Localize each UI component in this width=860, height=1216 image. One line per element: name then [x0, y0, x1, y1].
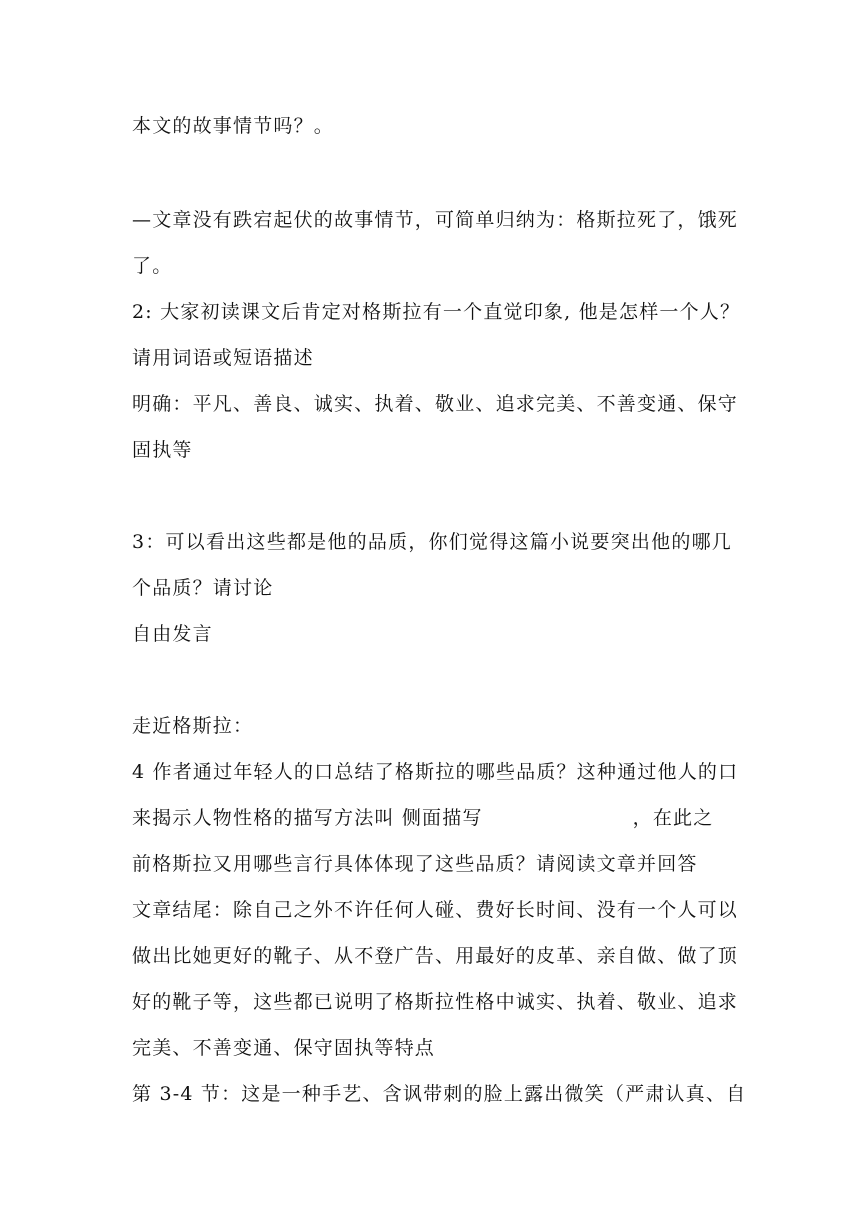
question-4-line: 4 作者通过年轻人的口总结了格斯拉的哪些品质？这种通过他人的口 [132, 761, 739, 783]
text-line-suffix: ，在此之 [632, 807, 714, 829]
text-line: 本文的故事情节吗？。 [132, 115, 335, 137]
question-2-line: 2: 大家初读课文后肯定对格斯拉有一个直觉印象, 他是怎样一个人？ [132, 301, 741, 323]
text-line: 文章结尾：除自己之外不许任何人碰、费好长时间、没有一个人可以 [132, 899, 739, 921]
text-line: 完美、不善变通、保守固执等特点 [132, 1037, 436, 1059]
text-line: 自由发言 [132, 623, 213, 645]
text-line: —文章没有跌宕起伏的故事情节，可简单归纳为：格斯拉死了，饿死 [132, 209, 739, 231]
text-line: 个品质？请讨论 [132, 577, 274, 599]
text-line-prefix: 来揭示人物性格的描写方法叫 侧面描写 [132, 807, 483, 829]
text-line: 前格斯拉又用哪些言行具体体现了这些品质？请阅读文章并回答 [132, 853, 698, 875]
section-heading: 走近格斯拉： [132, 715, 254, 737]
text-line: 第 3-4 节：这是一种手艺、含讽带刺的脸上露出微笑（严肃认真、自 [132, 1083, 747, 1105]
text-line: 请用词语或短语描述 [132, 347, 314, 369]
text-line: 好的靴子等，这些都已说明了格斯拉性格中诚实、执着、敬业、追求 [132, 991, 739, 1013]
text-line: 固执等 [132, 439, 193, 461]
text-line: 明确：平凡、善良、诚实、执着、敬业、追求完美、不善变通、保守 [132, 393, 739, 415]
text-line: 了。 [132, 255, 173, 277]
question-3-line: 3：可以看出这些都是他的品质，你们觉得这篇小说要突出他的哪几 [132, 531, 732, 553]
text-line-with-blank [132, 806, 732, 830]
text-line: 做出比她更好的靴子、从不登广告、用最好的皮革、亲自做、做了顶 [132, 945, 739, 967]
